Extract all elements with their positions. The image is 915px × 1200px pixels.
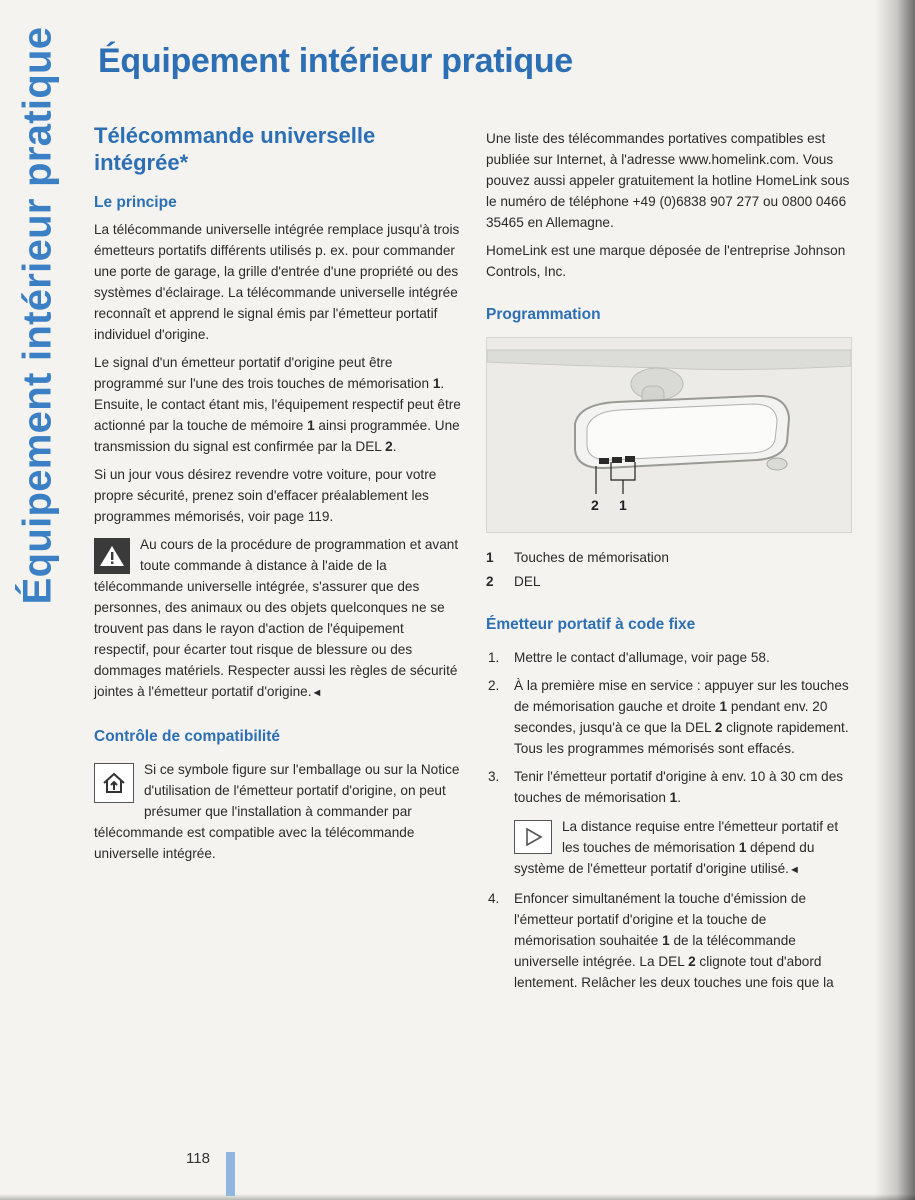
step-item: 4. Enfoncer simultanément la touche d'émission de l'émetteur portatif d'origine et la touche de mémorisation souhaitée 1 de la télécommande universelle intégrée. La DEL 2 clignote tout d'abord lentement. Relâcher les deux touches une fois que la [488,891,834,990]
memory-button-right [625,456,635,462]
memory-button-middle [612,457,622,463]
mirror-drawing [487,338,851,532]
legend-item: 2 DEL [486,574,541,589]
paragraph-resale: Si un jour vous désirez revendre votre voiture, pour votre propre sécurité, prenez soin d'effacer préalablement les programmes mémorisés, voir page 119. [94,467,437,524]
programming-steps [486,647,850,993]
legend-item: 1 Touches de mémorisation [486,550,669,565]
page-title: Équipement intérieur pratique [98,42,573,80]
step-item: 3. Tenir l'émetteur portatif d'origine à env. 10 à 30 cm des touches de mémorisation 1. La distance requise entre l'émetteur portatif et les touches de mémorisation 1 dépend du système de l'émetteur portatif d'origine utilisé.◄ [486,766,850,881]
heading-principle: Le principe [94,194,177,211]
heading-compatibility: Contrôle de compatibilité [94,728,281,745]
warning-icon [94,538,130,574]
mirror-illustration [486,337,852,533]
side-chapter-title: Équipement intérieur pratique [15,26,60,604]
right-column [486,128,850,1000]
end-mark-icon: ◄ [311,687,323,699]
left-column [94,122,462,871]
memory-button-left [599,458,609,464]
paragraph-trademark: HomeLink est une marque déposée de l'entreprise Johnson Controls, Inc. [486,243,846,279]
paragraph-homelink-list: Une liste des télécommandes portatives compatibles est publiée sur Internet, à l'adresse www.homelink.com. Vous pouvez aussi appeler gratuitement la hotline HomeLink sous le numéro de téléphone +49 (0)6838 907 277 ou 0800 0466 35465 en Allemagne. [486,131,850,230]
heading-programming: Programmation [486,306,601,323]
warning-note: Au cours de la procédure de programmation et avant toute commande à distance à l'aide de la télécommande universelle intégrée, s'assurer que des personnes, des animaux ou des objets quelconques ne se trouvent pas dans le rayon d'action de l'équipement respectif, pour écarter tout risque de blessure ou des dommages matériels. Respecter aussi les règles de sécurité jointes à l'émetteur portatif d'origine.◄ [94,537,459,699]
section-title-remote: Télécommande universelle intégrée* [94,123,376,175]
end-mark-icon: ◄ [788,864,800,876]
tip-note: La distance requise entre l'émetteur portatif et les touches de mémorisation 1 dépend du système de l'émetteur portatif d'origine utilisé.◄ [514,819,839,876]
figure-label-memory-buttons: 1 [619,497,627,513]
compatibility-note: Si ce symbole figure sur l'emballage ou sur la Notice d'utilisation de l'émetteur portatif d'origine, on peut présumer que l'installation à commander par télécommande est compatible avec la télécommande universelle intégrée. [94,762,460,861]
play-triangle-icon [514,820,552,854]
page-bottom-shadow [0,1194,915,1200]
paragraph-principle-1: La télécommande universelle intégrée remplace jusqu'à trois émetteurs portatifs différents utilisés p. ex. pour commander une porte de garage, la grille d'entrée d'une propriété ou des systèmes d'éclairage. La télécommande universelle intégrée reconnaît et apprend le signal émis par l'émetteur portatif individuel d'origine. [94,222,460,342]
page-number-bar [226,1152,235,1196]
page-number: 118 [186,1150,210,1167]
homelink-house-icon [94,763,134,803]
paragraph-principle-2: Le signal d'un émetteur portatif d'origine peut être programmé sur l'une des trois touches de mémorisation 1. Ensuite, le contact étant mis, l'équipement respectif peut être actionné par la touche de mémoire 1 ainsi programmée. Une transmission du signal est confirmée par la DEL 2. [94,355,461,454]
heading-fixed-code: Émetteur portatif à code fixe [486,616,696,633]
figure-label-led: 2 [591,497,599,513]
step-item: 2. À la première mise en service : appuyer sur les touches de mémorisation gauche et droite 1 pendant env. 20 secondes, jusqu'à ce que la DEL 2 clignote rapidement. Tous les programmes mémorisés sont effacés. [488,678,849,756]
step-item: 1. Mettre le contact d'allumage, voir page 58. [488,650,770,665]
page-gutter-shadow [875,0,915,1200]
